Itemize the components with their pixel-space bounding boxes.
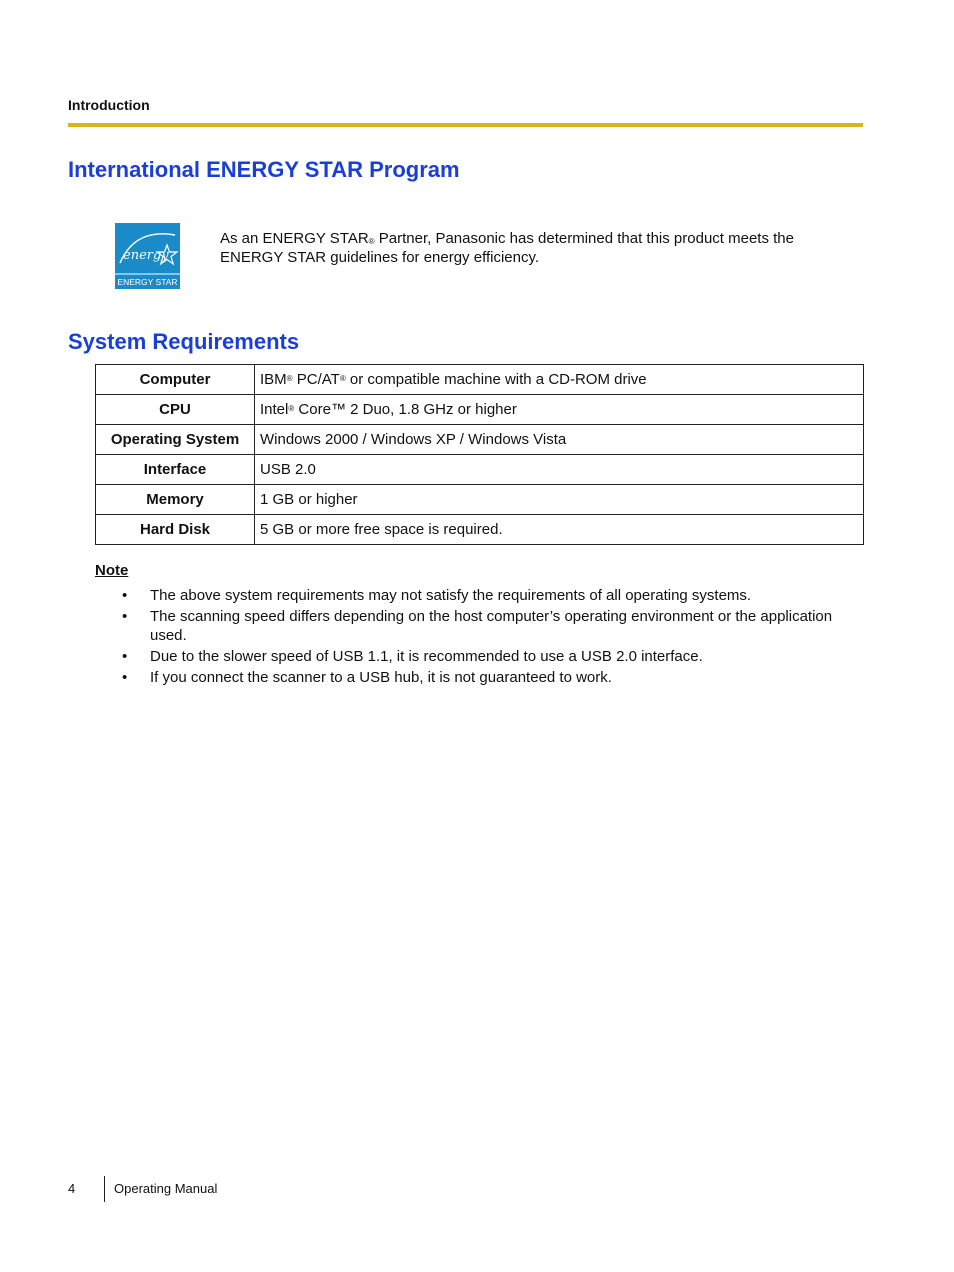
row-label: CPU	[96, 395, 255, 425]
list-item: • If you connect the scanner to a USB hub, it is not guaranteed to work.	[120, 668, 865, 687]
table-row	[96, 365, 864, 395]
row-label: Interface	[96, 455, 255, 485]
row-value: IBM® PC/AT® or compatible machine with a CD-ROM drive	[255, 365, 864, 395]
table-row	[96, 455, 864, 485]
table-row	[96, 425, 864, 455]
page-number: 4	[68, 1181, 76, 1196]
requirements-table	[95, 364, 864, 545]
row-label: Hard Disk	[96, 515, 255, 545]
row-label: Computer	[96, 365, 255, 395]
row-value: 5 GB or more free space is required.	[255, 515, 864, 545]
footer-divider	[104, 1176, 105, 1202]
table-row	[96, 395, 864, 425]
description-part-a: As an ENERGY STAR	[220, 230, 369, 247]
header-rule	[68, 123, 863, 127]
row-value: USB 2.0	[255, 455, 864, 485]
row-value: 1 GB or higher	[255, 485, 864, 515]
note-list	[120, 586, 865, 689]
system-requirements-heading: System Requirements	[68, 329, 300, 354]
logo-caption: ENERGY STAR	[117, 277, 178, 287]
footer-title: Operating Manual	[114, 1181, 218, 1196]
note-heading: Note	[95, 562, 129, 579]
row-value: Windows 2000 / Windows XP / Windows Vista	[255, 425, 864, 455]
row-label: Operating System	[96, 425, 255, 455]
energy-star-heading: International ENERGY STAR Program	[68, 157, 460, 182]
energy-star-logo-icon	[115, 223, 180, 289]
energy-star-description	[220, 229, 840, 267]
logo-word: energy	[123, 248, 169, 263]
registered-mark: ®	[368, 237, 375, 246]
table-row	[96, 485, 864, 515]
description-part-b: Partner, Panasonic has determined that this product meets the ENERGY STAR guidelines for energy efficiency.	[220, 230, 794, 266]
section-label: Introduction	[68, 97, 150, 113]
list-item: • Due to the slower speed of USB 1.1, it is recommended to use a USB 2.0 interface.	[120, 647, 865, 666]
row-value: Intel® Core™ 2 Duo, 1.8 GHz or higher	[255, 395, 864, 425]
list-item: • The scanning speed differs depending on the host computer’s operating environment or the application used.	[120, 607, 865, 645]
table-row	[96, 515, 864, 545]
row-label: Memory	[96, 485, 255, 515]
list-item: • The above system requirements may not satisfy the requirements of all operating systems.	[120, 586, 865, 605]
